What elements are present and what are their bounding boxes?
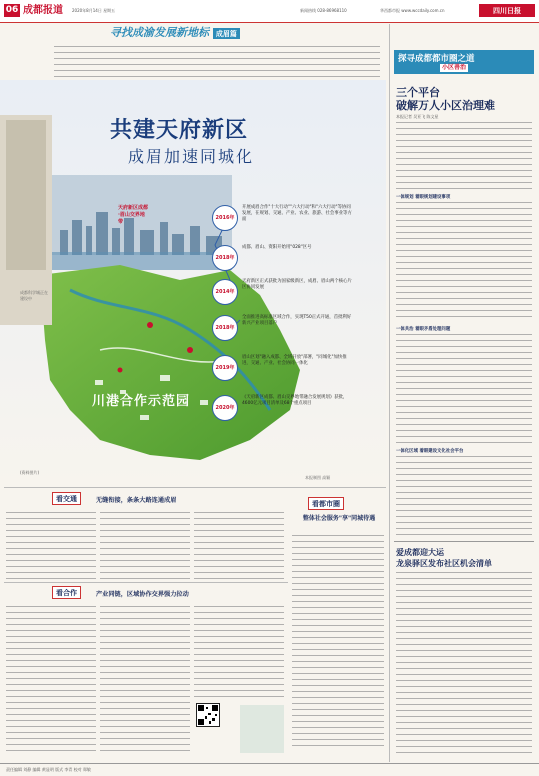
timeline-text: 开展成眉合作"十大行动""六大行动"和"六大行动"等协同发展，在规划、交通、产业、农业、旅游、社会事业等方面: [242, 205, 352, 222]
article-text-col3: [194, 512, 284, 580]
page-number: 06: [5, 5, 19, 15]
right-article-text-4: [396, 456, 532, 536]
right-article-text-1: [396, 122, 532, 192]
right-headline-1: 三个平台: [396, 86, 440, 99]
right-headline-2: 破解万人小区治理难: [396, 99, 495, 112]
column-divider: [389, 24, 390, 762]
right-article-text-3: [396, 334, 532, 444]
article-text-col6: [194, 606, 284, 701]
divider: [4, 487, 386, 488]
timeline-year: 2019年: [212, 355, 238, 381]
series-tag: 成眉篇: [213, 28, 240, 39]
masthead-logo: 四川日报: [479, 4, 535, 17]
article-text-city: [292, 535, 384, 750]
timeline-text: 全面推进高标准区域合作，实现T50正式开通，首批利好新兴产业项目落户: [242, 315, 352, 326]
main-headline: 共建天府新区: [110, 117, 249, 143]
right-article-text-2: [396, 202, 532, 322]
timeline-text: 眉山区划"融入成都、全域开放"部署，"同城化"加快推进，交通、产业、社会协同一体化: [242, 355, 347, 366]
divider: [4, 582, 288, 583]
right-byline: 本报记者 吴亚飞 陈文星: [396, 114, 439, 119]
timeline-text: 《天府新区成都、眉山交界地带融合发展规划》获批，4600亿元项目清单及68个重点项目: [242, 395, 348, 406]
timeline-year: 2016年: [212, 205, 238, 231]
side-illustration: [240, 705, 284, 753]
right-article-text-5: [396, 572, 532, 756]
divider: [394, 541, 534, 542]
timeline-year: 2014年: [212, 279, 238, 305]
map-callout: 天府新区成都·眉山交界地带: [118, 205, 149, 225]
kicker-title: 探寻成都都市圈之道: [398, 54, 475, 64]
main-subheadline: 成眉加速同城化: [128, 147, 255, 166]
series-banner: [110, 24, 258, 42]
article-text-col2: [100, 512, 190, 580]
kicker-subtitle: 小区善治: [442, 64, 467, 71]
section-tag-city: 看都市圈: [308, 497, 344, 510]
timeline-text: 成都、眉山、资阳开始用"028"区号: [242, 245, 312, 250]
editor-credits: 责任编辑 刘静 编辑 黄显明 版式 李青 校对 郑敏: [6, 767, 91, 772]
section-name: 成都报道: [23, 5, 63, 16]
page-footer: [0, 763, 539, 776]
right-subhead-1: 一体规划 着眼规划建设事项: [396, 195, 451, 200]
right-lower-headline-1: 爱成都迎大运: [396, 547, 444, 557]
section-title-city: 整体社会服务"享"同城待遇: [302, 515, 376, 522]
right-subhead-3: 一体化区域 着眼建设文化社会平台: [396, 449, 464, 454]
section-title-cooperation: 产业同链，区域协作交界强力拉动: [96, 591, 189, 598]
article-text-col4: [6, 606, 96, 756]
issue-date: 2020年8月14日 星期五: [72, 8, 116, 13]
series-title: 寻找成渝发展新地标: [110, 26, 209, 39]
chart-credit: 本报制图 高颖: [305, 475, 331, 480]
article-text-col1: [6, 512, 96, 580]
photo-caption: 成都科学城正在建设中: [20, 290, 48, 301]
right-column-kicker: [394, 50, 534, 74]
timeline-year: 2018年: [212, 245, 238, 271]
article-text-col5: [100, 606, 190, 756]
section-tag-traffic: 看交通: [52, 492, 81, 505]
section-tag-cooperation: 看合作: [52, 586, 81, 599]
right-subhead-2: 一体共治 着眼矛盾处理问题: [396, 327, 451, 332]
map-label: 川港合作示范园: [92, 394, 191, 409]
timeline-year: 2018年: [212, 315, 238, 341]
photo-credit: (资料图片): [20, 470, 40, 475]
section-title-traffic: 无缝衔接，条条大路连通成眉: [96, 497, 177, 504]
website: 华西都市报 www.wccdaily.com.cn: [380, 8, 445, 13]
timeline-text: 天府新区正式获批为国家级新区，成眉、眉山两个核心片区协同发展: [242, 279, 352, 290]
right-lower-headline-2: 龙泉驿区发布社区机会清单: [396, 558, 492, 568]
timeline-year: 2020年: [212, 395, 238, 421]
timeline: [212, 205, 387, 475]
qr-code: [196, 703, 220, 727]
news-hotline: 新闻热线 028-86968110: [300, 8, 347, 13]
